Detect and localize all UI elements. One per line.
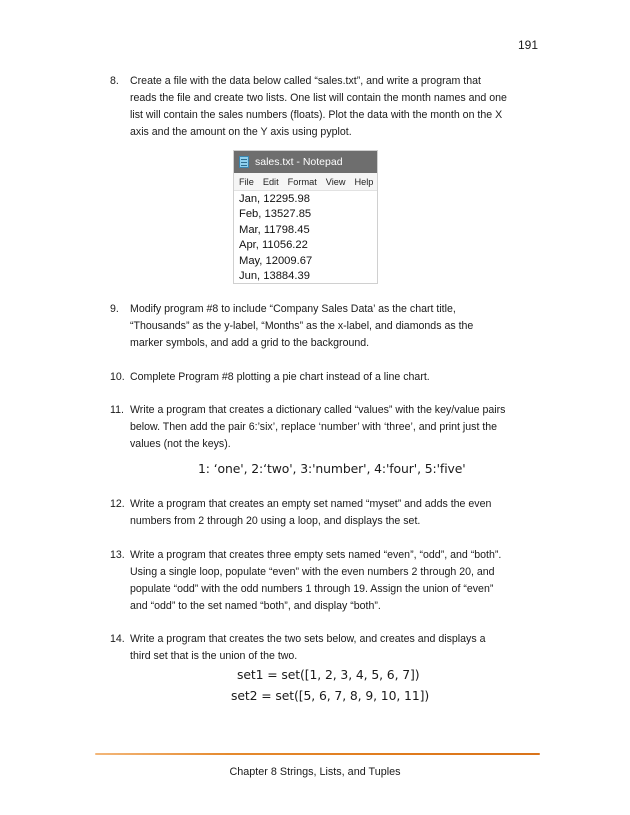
notepad-line: Mar, 11798.45 — [239, 223, 310, 236]
menu-format: Format — [287, 176, 317, 187]
dict-pairs-code: 1: ‘one', 2:‘two', 3:'number', 4:'four', 5:'five' — [198, 461, 466, 476]
menu-edit: Edit — [262, 176, 279, 187]
set2-code: set2 = set([5, 6, 7, 8, 9, 10, 11]) — [231, 688, 430, 703]
notepad-window — [233, 150, 378, 284]
notepad-title: sales.txt - Notepad — [255, 156, 343, 168]
notepad-line: Jan, 12295.98 — [239, 193, 310, 205]
notepad-menubar — [234, 173, 377, 191]
exercise-text: Complete Program #8 plotting a pie chart instead of a line chart. — [130, 371, 430, 383]
footer-rule — [95, 753, 540, 755]
footer-chapter-title: Chapter 8 Strings, Lists, and Tuples — [229, 766, 401, 778]
notepad-line: Feb, 13527.85 — [239, 208, 312, 221]
exercise-11 — [110, 402, 508, 453]
page-number: 191 — [517, 38, 538, 52]
exercise-14 — [110, 631, 508, 665]
notepad-content — [234, 191, 377, 284]
exercise-8 — [110, 73, 508, 141]
exercise-text: Write a program that creates a dictionary called “values” with the key/value pairs below. Then add the pair 6:’six’, replace ‘number’ with ‘three’, and print just the values (not the keys). — [130, 404, 506, 450]
exercise-number: 11. — [110, 404, 124, 416]
exercise-13 — [110, 547, 508, 615]
exercise-9 — [110, 301, 508, 352]
exercise-number: 8. — [110, 75, 119, 87]
notepad-line: May, 12009.67 — [239, 254, 313, 267]
exercise-text: Write a program that creates the two sets below, and creates and displays a third set that is the union of the two. — [130, 633, 486, 662]
menu-view: View — [325, 176, 346, 187]
exercise-number: 10. — [110, 371, 125, 383]
exercise-text: Create a file with the data below called “sales.txt”, and write a program that reads the file and create two lists. One list will contain the month names and one list will contain the sales numbers (floats). Plot the data with the month on the X axis and the amount on the Y axis using pyplot. — [130, 75, 507, 138]
notepad-line: Apr, 11056.22 — [239, 239, 308, 252]
menu-help: Help — [354, 176, 374, 187]
exercise-10 — [110, 369, 508, 386]
exercise-number: 14. — [110, 633, 125, 645]
exercise-text: Write a program that creates an empty set named “myset” and adds the even numbers from 2 through 20 using a loop, and displays the set. — [130, 498, 492, 527]
exercise-text: Write a program that creates three empty sets named “even”, “odd”, and “both”. Using a single loop, populate “even” with the even numbers 2 through 20, and populate “odd” with the odd numbers 1 through 19. Assign the union of “even” and “odd” to the set named “both”, and display “both”. — [130, 549, 502, 612]
notepad-file-icon — [239, 156, 249, 168]
notepad-line: Jun, 13884.39 — [239, 270, 310, 283]
menu-file: File — [239, 176, 254, 187]
notepad-titlebar — [234, 151, 377, 173]
exercise-number: 13. — [110, 549, 125, 561]
set1-code: set1 = set([1, 2, 3, 4, 5, 6, 7]) — [237, 667, 420, 682]
exercise-number: 12. — [110, 498, 125, 510]
exercise-text: Modify program #8 to include “Company Sales Data’ as the chart title, “Thousands” as the y-label, “Months” as the x-label, and diamonds as the marker symbols, and add a grid to the background. — [130, 303, 474, 349]
exercise-12 — [110, 496, 508, 530]
exercise-number: 9. — [110, 303, 119, 315]
